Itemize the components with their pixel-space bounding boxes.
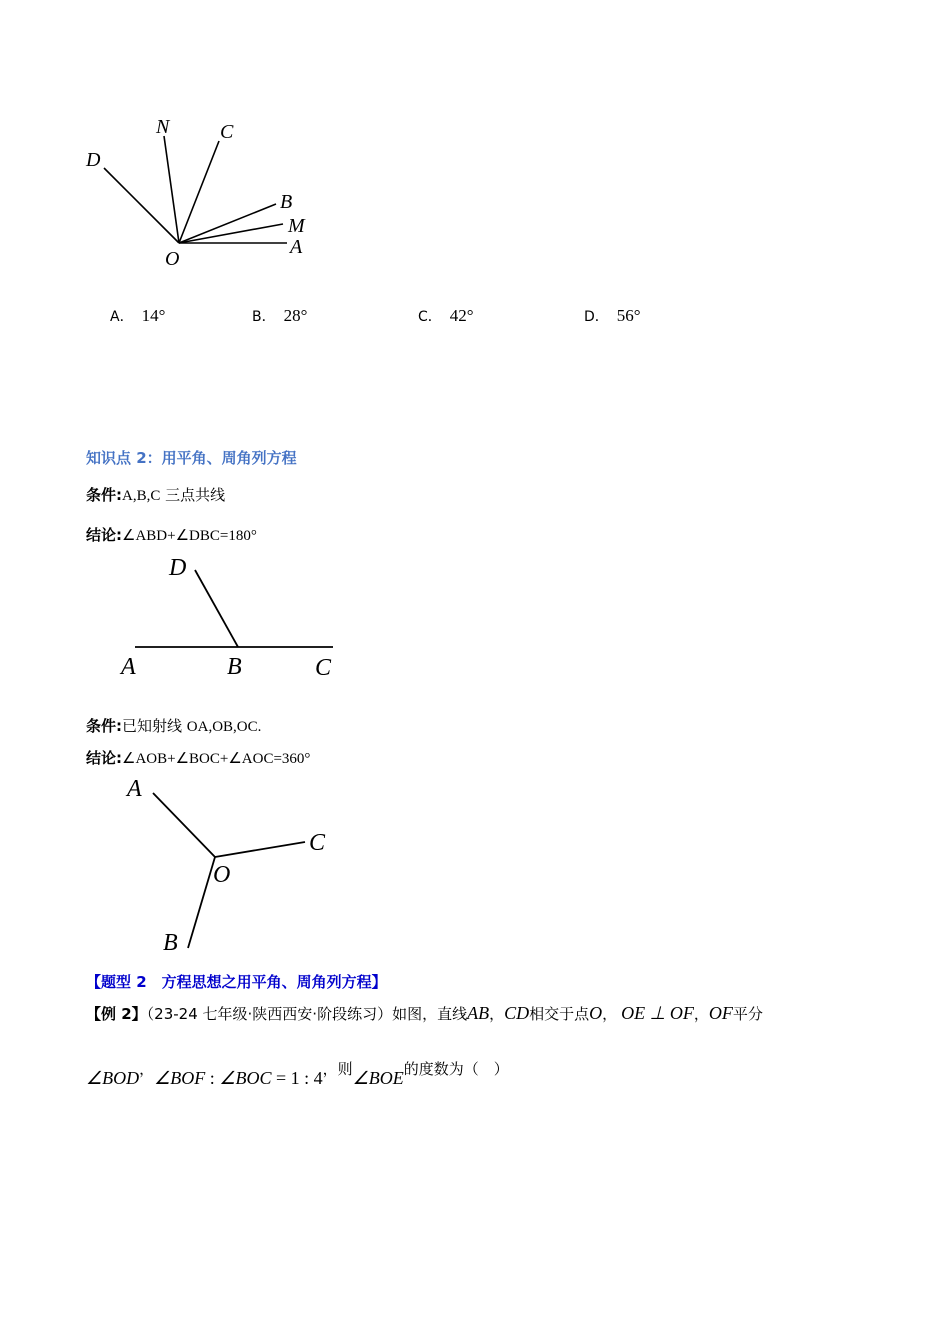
ray-on	[164, 136, 179, 243]
figure-full-angle	[115, 770, 345, 960]
label-c: C	[315, 655, 332, 681]
conclusion-1-formula: ∠ABD+∠DBC=180°	[122, 528, 257, 544]
question-ask: 的度数为（ ）	[403, 1060, 509, 1078]
ray-bd	[195, 570, 238, 647]
line-cd: CD	[504, 1003, 530, 1023]
option-a[interactable]	[110, 306, 165, 326]
figure-straight-angle	[115, 550, 345, 685]
example-2-line-2: ∠BOD，∠BOF : ∠BOC = 1 : 4，则∠BOE的度数为（ ）	[86, 1060, 509, 1088]
option-a-letter: A．	[110, 309, 134, 325]
option-a-value: 14°	[141, 306, 166, 325]
condition-1-label: 条件	[86, 486, 117, 504]
condition-2-rays: OA,OB,OC.	[186, 719, 262, 735]
oe-perp-of: OE ⊥ OF	[621, 1003, 694, 1023]
label-b: B	[163, 930, 178, 956]
condition-2: 条件:已知射线 OA,OB,OC.	[86, 717, 262, 735]
option-c-value: 42°	[449, 306, 474, 325]
label-b: B	[280, 191, 293, 213]
option-d[interactable]	[584, 306, 641, 326]
conclusion-2: 结论:∠AOB+∠BOC+∠AOC=360°	[86, 749, 311, 767]
label-o: O	[213, 862, 231, 888]
option-b-value: 28°	[283, 306, 308, 325]
label-d: D	[86, 149, 101, 171]
option-c-letter: C．	[418, 309, 442, 325]
ray-oa	[153, 793, 215, 857]
ray-oc	[215, 842, 305, 857]
label-n: N	[156, 116, 170, 138]
example-2-line-1: 【例 2】（23-24 七年级·陕西西安·阶段练习）如图，直线AB，CD相交于点O， OE ⊥ OF，OF平分	[86, 1003, 763, 1023]
label-a: A	[127, 776, 142, 802]
ray-ob	[179, 204, 276, 243]
section-heading: 知识点 2：用平角、周角列方程	[86, 449, 297, 467]
angle-bof: ∠BOF	[154, 1068, 206, 1088]
point-o: O	[589, 1003, 603, 1023]
conclusion-1-label: 结论	[86, 526, 117, 544]
ray-ob	[188, 857, 215, 948]
condition-1-text: 三点共线	[160, 486, 226, 504]
line-ab: AB	[467, 1003, 490, 1023]
option-b[interactable]	[252, 306, 307, 326]
condition-1-points: A,B,C	[122, 488, 161, 504]
option-b-letter: B．	[252, 309, 276, 325]
conclusion-2-label: 结论	[86, 749, 117, 767]
angle-boe: ∠BOE	[352, 1068, 404, 1088]
ray-oc	[179, 141, 219, 243]
ray-om	[179, 224, 283, 243]
option-d-letter: D．	[584, 309, 609, 325]
ray-of: OF	[708, 1003, 733, 1023]
condition-2-label: 条件	[86, 717, 117, 735]
label-m: M	[288, 215, 305, 237]
ray-od	[104, 168, 179, 243]
figure-rays-from-o	[80, 110, 320, 280]
label-a: A	[290, 236, 303, 258]
conclusion-2-formula: ∠AOB+∠BOC+∠AOC=360°	[122, 751, 311, 767]
label-c: C	[220, 121, 234, 143]
example-source: （23-24 七年级·陕西西安·阶段练习）	[146, 1005, 393, 1023]
option-d-value: 56°	[616, 306, 641, 325]
label-a: A	[121, 654, 136, 680]
conclusion-1: 结论:∠ABD+∠DBC=180°	[86, 526, 257, 544]
option-c[interactable]	[418, 306, 474, 326]
angle-bod: ∠BOD	[86, 1068, 140, 1088]
label-d: D	[169, 555, 187, 581]
ratio-value: = 1 : 4	[271, 1068, 323, 1088]
label-b: B	[227, 654, 242, 680]
condition-2-text: 已知射线	[122, 717, 187, 735]
example-label: 【例 2】	[86, 1005, 147, 1023]
label-c: C	[309, 830, 326, 856]
label-o: O	[165, 248, 180, 270]
question-type-title: 【题型 2 方程思想之用平角、周角列方程】	[86, 973, 387, 991]
condition-1: 条件:A,B,C 三点共线	[86, 486, 226, 504]
angle-boc: ∠BOC	[219, 1068, 272, 1088]
